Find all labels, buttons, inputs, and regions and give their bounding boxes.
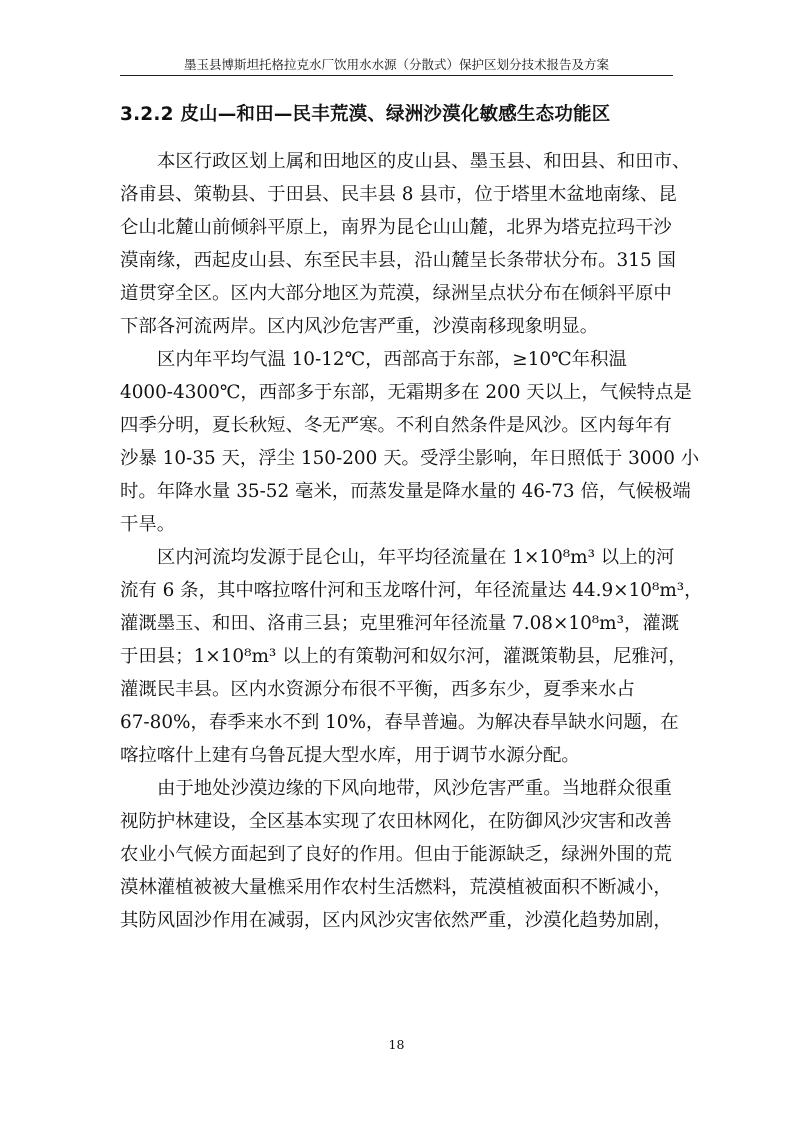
paragraph-line: 喀拉喀什上建有乌鲁瓦提大型水库，用于调节水源分配。 <box>120 745 580 766</box>
paragraph-line: 4000-4300℃，西部多于东部，无霜期多在 200 天以上，气候特点是 <box>120 382 692 403</box>
paragraph-line: 下部各河流两岸。区内风沙危害严重，沙漠南移现象明显。 <box>120 316 599 337</box>
paragraph-line: 沙暴 10-35 天，浮尘 150-200 天。受浮尘影响，年日照低于 3000 小 <box>120 448 700 469</box>
paragraph-line: 时。年降水量 35-52 毫米，而蒸发量是降水量的 46-73 倍，气候极端 <box>120 481 691 502</box>
paragraph-line: 区内年平均气温 10-12℃，西部高于东部，≥10℃年积温 <box>157 349 627 370</box>
paragraph-line: 由于地处沙漠边缘的下风向地带，风沙危害严重。当地群众很重 <box>157 778 672 799</box>
paragraph-line: 于田县；1×10⁸m³ 以上的有策勒河和奴尔河，灌溉策勒县，尼雅河， <box>120 646 687 667</box>
paragraph-line: 干旱。 <box>120 514 176 535</box>
paragraph-line: 农业小气候方面起到了良好的作用。但由于能源缺乏，绿洲外围的荒 <box>120 844 672 865</box>
paragraph-line: 灌溉民丰县。区内水资源分布很不平衡，西多东少，夏季来水占 <box>120 679 635 700</box>
paragraph-line: 仑山北麓山前倾斜平原上，南界为昆仑山山麓，北界为塔克拉玛干沙 <box>120 217 672 238</box>
paragraph-line: 洛甫县、策勒县、于田县、民丰县 8 县市，位于塔里木盆地南缘、昆 <box>120 184 677 205</box>
paragraph-line: 其防风固沙作用在减弱，区内风沙灾害依然严重，沙漠化趋势加剧， <box>120 910 672 931</box>
paragraph-line: 道贯穿全区。区内大部分地区为荒漠，绿洲呈点状分布在倾斜平原中 <box>120 283 672 304</box>
page-number: 18 <box>388 1037 405 1052</box>
body-text <box>120 145 703 937</box>
paragraph-line: 灌溉墨玉、和田、洛甫三县；克里雅河年径流量 7.08×10⁸m³，灌溉 <box>120 613 680 634</box>
paragraph-line: 漠南缘，西起皮山县、东至民丰县，沿山麓呈长条带状分布。315 国 <box>120 250 676 271</box>
paragraph-line: 区内河流均发源于昆仑山，年平均径流量在 1×10⁸m³ 以上的河 <box>157 547 675 568</box>
paragraph-line: 流有 6 条，其中喀拉喀什河和玉龙喀什河，年径流量达 44.9×10⁸m³， <box>120 580 703 601</box>
paragraph-line: 67-80%，春季来水不到 10%，春旱普遍。为解决春旱缺水问题，在 <box>120 712 679 733</box>
paragraph-line: 视防护林建设，全区基本实现了农田林网化，在防御风沙灾害和改善 <box>120 811 672 832</box>
report-title: 墨玉县博斯坦托格拉克水厂饮用水水源（分散式）保护区划分技术报告及方案 <box>183 57 609 72</box>
paragraph-line: 四季分明，夏长秋短、冬无严寒。不利自然条件是风沙。区内每年有 <box>120 415 672 436</box>
paragraph-line: 漠林灌植被被大量樵采用作农村生活燃料，荒漠植被面积不断减小， <box>120 877 672 898</box>
paragraph-line: 本区行政区划上属和田地区的皮山县、墨玉县、和田县、和田市、 <box>157 151 691 172</box>
section-heading: 3.2.2 皮山—和田—民丰荒漠、绿洲沙漠化敏感生态功能区 <box>120 104 611 125</box>
page-header <box>120 58 673 76</box>
